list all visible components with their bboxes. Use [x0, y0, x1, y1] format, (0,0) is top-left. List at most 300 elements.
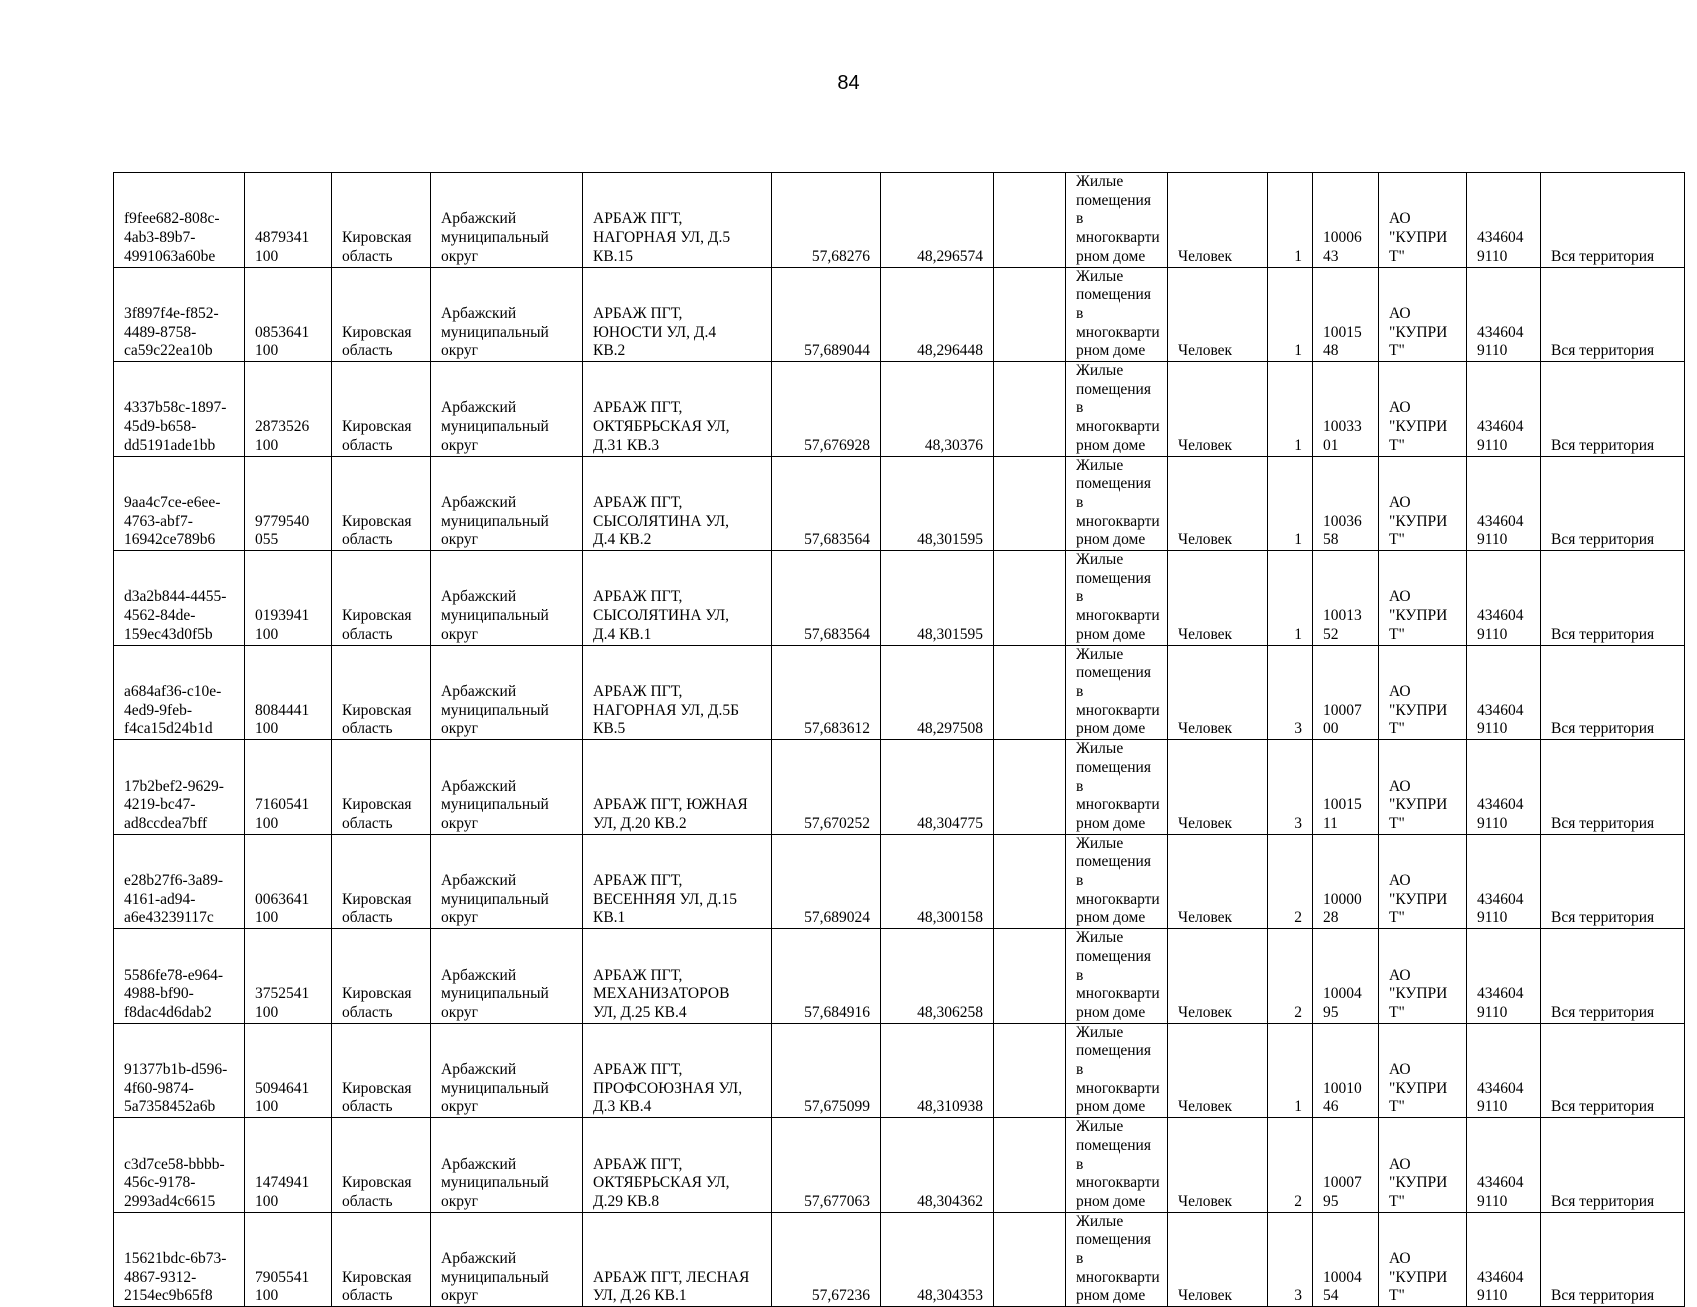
- cell-district: [431, 834, 583, 929]
- cell-code-line: 7160541: [255, 796, 310, 814]
- cell-id-line: 15621bdc-6b73-: [124, 1250, 227, 1268]
- cell-premises-type-line: Жилые: [1076, 1023, 1124, 1041]
- cell-region-line: Кировская: [342, 1079, 412, 1097]
- cell-address: [583, 362, 772, 457]
- cell-address-line: Д.29 КВ.8: [593, 1192, 660, 1210]
- cell-organization-line: Т": [1389, 814, 1405, 832]
- cell-inn-line: 9110: [1477, 720, 1508, 738]
- cell-district-line: муниципальный: [441, 323, 549, 341]
- cell-code-line: 100: [255, 1098, 279, 1116]
- cell-id-line: a684af36-c10e-: [124, 682, 222, 700]
- cell-longitude: 48,300158: [881, 834, 994, 929]
- cell-region-line: область: [342, 720, 393, 738]
- cell-unit: Человек: [1168, 1212, 1268, 1307]
- cell-organization-line: Т": [1389, 909, 1405, 927]
- data-table: [113, 172, 1685, 1307]
- cell-district: [431, 740, 583, 835]
- cell-region-line: область: [342, 247, 393, 265]
- cell-code2-line: 10004: [1323, 1268, 1362, 1286]
- cell-unit: Человек: [1168, 456, 1268, 551]
- cell-inn-line: 9110: [1477, 814, 1508, 832]
- cell-address: [583, 1023, 772, 1118]
- cell-latitude: 57,675099: [772, 1023, 881, 1118]
- cell-district-line: округ: [441, 531, 478, 549]
- cell-empty: [994, 551, 1066, 646]
- cell-longitude: 48,296574: [881, 173, 994, 268]
- cell-unit: Человек: [1168, 267, 1268, 362]
- cell-address-line: Д.4 КВ.2: [593, 531, 652, 549]
- cell-inn-line: 434604: [1477, 418, 1524, 436]
- cell-id-line: 4161-ad94-: [124, 890, 196, 908]
- page-number: 84: [837, 72, 860, 94]
- cell-id-line: 2993ad4c6615: [124, 1192, 216, 1210]
- cell-code2-line: 10036: [1323, 512, 1362, 530]
- cell-empty: [994, 1023, 1066, 1118]
- cell-id-line: d3a2b844-4455-: [124, 588, 227, 606]
- cell-premises-type-line: помещения в: [1076, 1231, 1151, 1268]
- cell-longitude: 48,30376: [881, 362, 994, 457]
- cell-id: [114, 645, 245, 740]
- cell-code-line: 100: [255, 720, 279, 738]
- cell-premises-type-line: Жилые: [1076, 456, 1124, 474]
- cell-latitude: 57,683612: [772, 645, 881, 740]
- cell-id-line: 5a7358452a6b: [124, 1098, 216, 1116]
- table-row: [114, 645, 1685, 740]
- cell-premises-type-line: рном доме: [1076, 531, 1146, 549]
- cell-organization-line: Т": [1389, 247, 1405, 265]
- cell-region-line: область: [342, 531, 393, 549]
- cell-address-line: УЛ, Д.26 КВ.1: [593, 1287, 687, 1305]
- cell-district: [431, 929, 583, 1024]
- cell-longitude: 48,301595: [881, 551, 994, 646]
- cell-inn: [1467, 456, 1541, 551]
- cell-empty: [994, 834, 1066, 929]
- cell-code: [245, 645, 332, 740]
- cell-quantity: 2: [1268, 834, 1313, 929]
- cell-region-line: Кировская: [342, 1174, 412, 1192]
- cell-id: [114, 1212, 245, 1307]
- cell-latitude: 57,68276: [772, 173, 881, 268]
- cell-code: [245, 362, 332, 457]
- cell-code-line: 0063641: [255, 890, 310, 908]
- cell-address-line: АРБАЖ ПГТ,: [593, 682, 683, 700]
- cell-region-line: область: [342, 909, 393, 927]
- cell-district-line: Арбажский: [441, 872, 517, 890]
- cell-unit: Человек: [1168, 362, 1268, 457]
- cell-id: [114, 1118, 245, 1213]
- cell-district-line: округ: [441, 720, 478, 738]
- cell-organization-line: "КУПРИ: [1389, 985, 1448, 1003]
- cell-region-line: Кировская: [342, 323, 412, 341]
- cell-organization-line: Т": [1389, 1003, 1405, 1021]
- cell-district-line: округ: [441, 436, 478, 454]
- cell-id: [114, 551, 245, 646]
- cell-inn: [1467, 1212, 1541, 1307]
- cell-quantity: 2: [1268, 929, 1313, 1024]
- cell-code-line: 0853641: [255, 323, 310, 341]
- cell-id-line: ad8ccdea7bff: [124, 814, 208, 832]
- cell-id-line: dd5191ade1bb: [124, 436, 216, 454]
- cell-premises-type-line: многокварти: [1076, 1268, 1160, 1286]
- cell-premises-type-line: Жилые: [1076, 645, 1124, 663]
- cell-region-line: область: [342, 1192, 393, 1210]
- cell-empty: [994, 173, 1066, 268]
- cell-organization-line: "КУПРИ: [1389, 418, 1448, 436]
- cell-region-line: Кировская: [342, 1268, 412, 1286]
- cell-id: [114, 362, 245, 457]
- cell-latitude: 57,684916: [772, 929, 881, 1024]
- cell-address-line: АРБАЖ ПГТ,: [593, 1155, 683, 1173]
- cell-premises-type-line: рном доме: [1076, 342, 1146, 360]
- cell-code2-line: 43: [1323, 247, 1339, 265]
- cell-address-line: АРБАЖ ПГТ,: [593, 399, 683, 417]
- cell-organization: [1379, 834, 1467, 929]
- cell-code2: [1313, 740, 1379, 835]
- cell-address-line: НАГОРНАЯ УЛ, Д.5Б: [593, 701, 739, 719]
- cell-district-line: округ: [441, 247, 478, 265]
- cell-code2: [1313, 267, 1379, 362]
- cell-address-line: УЛ, Д.20 КВ.2: [593, 814, 687, 832]
- cell-inn-line: 434604: [1477, 1174, 1524, 1192]
- cell-region-line: Кировская: [342, 985, 412, 1003]
- table-body: [114, 173, 1685, 1307]
- cell-id-line: 16942ce789b6: [124, 531, 216, 549]
- cell-longitude: 48,297508: [881, 645, 994, 740]
- cell-premises-type-line: Жилые: [1076, 551, 1124, 569]
- cell-premises-type-line: Жилые: [1076, 173, 1124, 190]
- cell-id-line: f4ca15d24b1d: [124, 720, 213, 738]
- cell-district-line: Арбажский: [441, 210, 517, 228]
- cell-organization-line: АО: [1389, 966, 1411, 984]
- cell-territory: Вся территория: [1541, 740, 1685, 835]
- cell-longitude: 48,301595: [881, 456, 994, 551]
- cell-latitude: 57,683564: [772, 551, 881, 646]
- cell-district: [431, 362, 583, 457]
- cell-code: [245, 740, 332, 835]
- cell-premises-type-line: многокварти: [1076, 890, 1160, 908]
- cell-premises-type-line: Жилые: [1076, 834, 1124, 852]
- cell-id-line: 456c-9178-: [124, 1174, 196, 1192]
- cell-organization: [1379, 362, 1467, 457]
- cell-region-line: область: [342, 436, 393, 454]
- cell-organization-line: АО: [1389, 210, 1411, 228]
- cell-organization: [1379, 645, 1467, 740]
- cell-district-line: Арбажский: [441, 777, 517, 795]
- cell-premises-type-line: многокварти: [1076, 985, 1160, 1003]
- cell-unit: Человек: [1168, 929, 1268, 1024]
- cell-inn-line: 434604: [1477, 229, 1524, 247]
- cell-address: [583, 1212, 772, 1307]
- cell-district: [431, 267, 583, 362]
- cell-premises-type-line: Жилые: [1076, 929, 1124, 947]
- cell-address-line: АРБАЖ ПГТ,: [593, 493, 683, 511]
- cell-quantity: 3: [1268, 645, 1313, 740]
- cell-code2-line: 95: [1323, 1003, 1339, 1021]
- cell-code2: [1313, 551, 1379, 646]
- cell-premises-type: [1066, 362, 1168, 457]
- cell-address-line: АРБАЖ ПГТ,: [593, 588, 683, 606]
- cell-inn-line: 9110: [1477, 436, 1508, 454]
- cell-quantity: 1: [1268, 362, 1313, 457]
- cell-address-line: АРБАЖ ПГТ,: [593, 304, 683, 322]
- cell-inn-line: 434604: [1477, 1079, 1524, 1097]
- cell-code2-line: 58: [1323, 531, 1339, 549]
- cell-code2: [1313, 1212, 1379, 1307]
- cell-address-line: СЫСОЛЯТИНА УЛ,: [593, 607, 730, 625]
- cell-code2: [1313, 929, 1379, 1024]
- cell-id-line: 4219-bc47-: [124, 796, 196, 814]
- cell-inn-line: 434604: [1477, 512, 1524, 530]
- cell-premises-type-line: помещения в: [1076, 380, 1151, 417]
- cell-id-line: c3d7ce58-bbbb-: [124, 1155, 225, 1173]
- cell-code2-line: 10010: [1323, 1079, 1362, 1097]
- cell-organization: [1379, 267, 1467, 362]
- cell-organization: [1379, 929, 1467, 1024]
- cell-region: [332, 645, 431, 740]
- cell-inn-line: 434604: [1477, 890, 1524, 908]
- cell-premises-type-line: рном доме: [1076, 814, 1146, 832]
- cell-longitude: 48,304362: [881, 1118, 994, 1213]
- cell-code2-line: 10004: [1323, 985, 1362, 1003]
- cell-unit: Человек: [1168, 834, 1268, 929]
- cell-organization-line: АО: [1389, 777, 1411, 795]
- cell-premises-type-line: рном доме: [1076, 436, 1146, 454]
- cell-organization: [1379, 456, 1467, 551]
- cell-inn: [1467, 1118, 1541, 1213]
- cell-organization-line: "КУПРИ: [1389, 512, 1448, 530]
- cell-region-line: Кировская: [342, 701, 412, 719]
- cell-code2-line: 10013: [1323, 607, 1362, 625]
- cell-region: [332, 1212, 431, 1307]
- cell-id-line: 4562-84de-: [124, 607, 196, 625]
- cell-organization-line: АО: [1389, 304, 1411, 322]
- cell-latitude: 57,683564: [772, 456, 881, 551]
- cell-organization: [1379, 173, 1467, 268]
- cell-premises-type: [1066, 456, 1168, 551]
- cell-organization-line: АО: [1389, 1061, 1411, 1079]
- cell-code-line: 2873526: [255, 418, 310, 436]
- cell-premises-type-line: Жилые: [1076, 1118, 1124, 1136]
- cell-id-line: 91377b1b-d596-: [124, 1061, 228, 1079]
- cell-code2-line: 10007: [1323, 701, 1362, 719]
- cell-region: [332, 1118, 431, 1213]
- cell-region-line: Кировская: [342, 796, 412, 814]
- cell-inn-line: 9110: [1477, 909, 1508, 927]
- table-row: [114, 834, 1685, 929]
- cell-inn-line: 9110: [1477, 1287, 1508, 1305]
- cell-territory: Вся территория: [1541, 1212, 1685, 1307]
- cell-district-line: Арбажский: [441, 304, 517, 322]
- cell-region-line: область: [342, 1287, 393, 1305]
- cell-address-line: ОКТЯБРЬСКАЯ УЛ,: [593, 418, 730, 436]
- cell-district: [431, 456, 583, 551]
- cell-address-line: ВЕСЕННЯЯ УЛ, Д.15: [593, 890, 737, 908]
- cell-district-line: округ: [441, 1192, 478, 1210]
- table-row: [114, 1118, 1685, 1213]
- cell-address: [583, 740, 772, 835]
- cell-code: [245, 456, 332, 551]
- cell-id: [114, 740, 245, 835]
- cell-organization-line: "КУПРИ: [1389, 1174, 1448, 1192]
- cell-code2-line: 10007: [1323, 1174, 1362, 1192]
- cell-organization-line: Т": [1389, 436, 1405, 454]
- cell-premises-type-line: многокварти: [1076, 607, 1160, 625]
- cell-premises-type-line: помещения в: [1076, 286, 1151, 322]
- cell-district-line: Арбажский: [441, 1061, 517, 1079]
- cell-premises-type-line: Жилые: [1076, 362, 1124, 380]
- cell-id-line: 4f60-9874-: [124, 1079, 194, 1097]
- cell-region: [332, 1023, 431, 1118]
- cell-empty: [994, 362, 1066, 457]
- cell-premises-type-line: многокварти: [1076, 1079, 1160, 1097]
- cell-code2-line: 10015: [1323, 323, 1362, 341]
- cell-district-line: округ: [441, 625, 478, 643]
- cell-id-line: f8dac4d6dab2: [124, 1003, 212, 1021]
- cell-organization-line: АО: [1389, 493, 1411, 511]
- cell-territory: Вся территория: [1541, 362, 1685, 457]
- cell-code2-line: 28: [1323, 909, 1339, 927]
- cell-code2-line: 95: [1323, 1192, 1339, 1210]
- cell-region: [332, 740, 431, 835]
- cell-empty: [994, 1212, 1066, 1307]
- cell-premises-type-line: рном доме: [1076, 909, 1146, 927]
- cell-district-line: муниципальный: [441, 418, 549, 436]
- cell-longitude: 48,310938: [881, 1023, 994, 1118]
- cell-address-line: СЫСОЛЯТИНА УЛ,: [593, 512, 730, 530]
- cell-premises-type-line: многокварти: [1076, 323, 1160, 341]
- cell-inn-line: 9110: [1477, 1192, 1508, 1210]
- cell-district-line: округ: [441, 909, 478, 927]
- cell-address-line: АРБАЖ ПГТ, ЛЕСНАЯ: [593, 1268, 750, 1286]
- cell-premises-type: [1066, 834, 1168, 929]
- cell-inn: [1467, 645, 1541, 740]
- table-row: [114, 173, 1685, 268]
- cell-address-line: АРБАЖ ПГТ,: [593, 966, 683, 984]
- cell-unit: Человек: [1168, 740, 1268, 835]
- cell-address-line: КВ.5: [593, 720, 626, 738]
- cell-address-line: АРБАЖ ПГТ,: [593, 210, 683, 228]
- cell-id: [114, 456, 245, 551]
- cell-premises-type-line: помещения в: [1076, 664, 1151, 700]
- cell-code-line: 9779540: [255, 512, 310, 530]
- table-row: [114, 267, 1685, 362]
- cell-district-line: муниципальный: [441, 1079, 549, 1097]
- cell-region-line: область: [342, 342, 393, 360]
- cell-premises-type-line: многокварти: [1076, 796, 1160, 814]
- cell-organization-line: "КУПРИ: [1389, 607, 1448, 625]
- cell-inn-line: 434604: [1477, 607, 1524, 625]
- cell-code2-line: 52: [1323, 625, 1339, 643]
- cell-longitude: 48,296448: [881, 267, 994, 362]
- cell-code2-line: 48: [1323, 342, 1339, 360]
- cell-premises-type: [1066, 929, 1168, 1024]
- cell-id: [114, 267, 245, 362]
- cell-premises-type: [1066, 645, 1168, 740]
- cell-region-line: Кировская: [342, 229, 412, 247]
- table-row: [114, 1023, 1685, 1118]
- cell-code-line: 100: [255, 1192, 279, 1210]
- cell-premises-type-line: рном доме: [1076, 1192, 1146, 1210]
- cell-organization-line: Т": [1389, 1192, 1405, 1210]
- cell-inn-line: 9110: [1477, 342, 1508, 360]
- cell-organization-line: "КУПРИ: [1389, 1268, 1448, 1286]
- cell-premises-type-line: Жилые: [1076, 267, 1124, 285]
- cell-premises-type-line: Жилые: [1076, 1212, 1124, 1230]
- cell-territory: Вся территория: [1541, 834, 1685, 929]
- cell-empty: [994, 645, 1066, 740]
- table-row: [114, 456, 1685, 551]
- cell-inn-line: 434604: [1477, 323, 1524, 341]
- cell-region: [332, 267, 431, 362]
- cell-id-line: 5586fe78-e964-: [124, 966, 223, 984]
- cell-code: [245, 1212, 332, 1307]
- cell-address: [583, 267, 772, 362]
- cell-organization-line: АО: [1389, 1155, 1411, 1173]
- cell-code-line: 100: [255, 247, 279, 265]
- cell-latitude: 57,689024: [772, 834, 881, 929]
- cell-territory: Вся территория: [1541, 267, 1685, 362]
- cell-code: [245, 173, 332, 268]
- cell-inn-line: 9110: [1477, 1003, 1508, 1021]
- cell-id-line: 3f897f4e-f852-: [124, 304, 219, 322]
- cell-code: [245, 551, 332, 646]
- cell-premises-type-line: помещения в: [1076, 191, 1151, 228]
- cell-unit: Человек: [1168, 173, 1268, 268]
- cell-code-line: 100: [255, 1287, 279, 1305]
- cell-inn-line: 9110: [1477, 625, 1508, 643]
- cell-quantity: 1: [1268, 551, 1313, 646]
- cell-address: [583, 645, 772, 740]
- cell-organization-line: "КУПРИ: [1389, 796, 1448, 814]
- table-row: [114, 740, 1685, 835]
- cell-organization: [1379, 1212, 1467, 1307]
- cell-district-line: муниципальный: [441, 796, 549, 814]
- cell-premises-type-line: Жилые: [1076, 740, 1124, 758]
- cell-code-line: 100: [255, 342, 279, 360]
- cell-premises-type-line: помещения в: [1076, 475, 1151, 511]
- cell-organization-line: АО: [1389, 399, 1411, 417]
- cell-id-line: a6e43239117c: [124, 909, 214, 927]
- cell-empty: [994, 740, 1066, 835]
- cell-district: [431, 551, 583, 646]
- cell-district-line: муниципальный: [441, 701, 549, 719]
- cell-inn: [1467, 362, 1541, 457]
- cell-id-line: 4ab3-89b7-: [124, 229, 196, 247]
- cell-id-line: 9aa4c7ce-e6ee-: [124, 493, 221, 511]
- cell-id-line: 17b2bef2-9629-: [124, 777, 224, 795]
- cell-organization-line: АО: [1389, 872, 1411, 890]
- cell-code-line: 8084441: [255, 701, 310, 719]
- cell-id-line: 4991063a60be: [124, 247, 216, 265]
- cell-code-line: 100: [255, 814, 279, 832]
- cell-unit: Человек: [1168, 645, 1268, 740]
- cell-inn-line: 434604: [1477, 701, 1524, 719]
- cell-district-line: округ: [441, 814, 478, 832]
- cell-code2-line: 10015: [1323, 796, 1362, 814]
- cell-premises-type-line: рном доме: [1076, 1098, 1146, 1116]
- cell-inn-line: 9110: [1477, 247, 1508, 265]
- cell-region-line: область: [342, 1003, 393, 1021]
- cell-code-line: 100: [255, 1003, 279, 1021]
- cell-district-line: муниципальный: [441, 607, 549, 625]
- cell-code-line: 4879341: [255, 229, 310, 247]
- cell-territory: Вся территория: [1541, 1118, 1685, 1213]
- cell-territory: Вся территория: [1541, 456, 1685, 551]
- cell-district: [431, 645, 583, 740]
- cell-id-line: f9fee682-808c-: [124, 210, 220, 228]
- cell-empty: [994, 929, 1066, 1024]
- cell-address-line: ОКТЯБРЬСКАЯ УЛ,: [593, 1174, 730, 1192]
